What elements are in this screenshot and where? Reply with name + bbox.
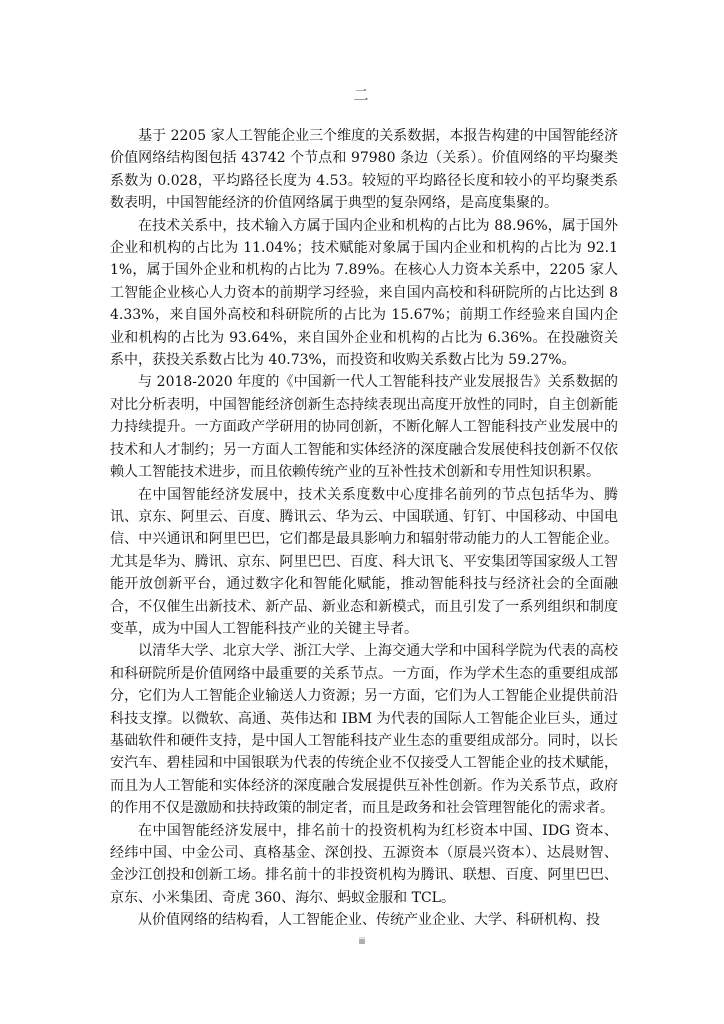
paragraph-network-structure: 从价值网络的结构看，人工智能企业、传统产业企业、大学、科研机构、投: [138, 912, 600, 929]
paragraph-comparison: 与 2018-2020 年度的《中国新一代人工智能科技产业发展报告》关系数据的对比分析表明，中国智能经济创新生态持续表现出高度开放性的同时，自主创新能力持续提升。一方面政产学研用的协同创新，不断化解人工智能科技产业发展中的技术和人才制约；另一方面人工智能和实体经济的深度融合发展使科技创新不仅依赖人工智能技术进步，而且依赖传统产业的互补性技术创新和专用性知识积累。: [110, 374, 618, 481]
paragraph-leading-companies: 在中国智能经济发展中，技术关系度数中心度排名前列的节点包括华为、腾讯、京东、阿里云、百度、腾讯云、华为云、中国联通、钉钉、中国移动、中国电信、中兴通讯和阿里巴巴，它们都是最具影响力和辐射带动能力的人工智能企业。尤其是华为、腾讯、京东、阿里巴巴、百度、科大讯飞、平安集团等国家级人工智能开放创新平台，通过数字化和智能化赋能，推动智能科技与经济社会的全面融合，不仅催生出新技术、新产品、新业态和新模式，而且引发了一系列组织和制度变革，成为中国人工智能科技产业的关键主导者。: [110, 486, 618, 637]
section-marker: 二: [353, 86, 371, 104]
paragraph-network-overview: 基于 2205 家人工智能企业三个维度的关系数据，本报告构建的中国智能经济价值网络结构图包括 43742 个节点和 97980 条边（关系）。价值网络的平均聚类系数为 0.028，平均路径长度为 4.53。较短的平均路径长度和较小的平均聚类系数表明，中国智能经济的价值网络属于典型的复杂网络，是高度集聚的。: [110, 128, 618, 212]
paragraph-universities: 以清华大学、北京大学、浙江大学、上海交通大学和中国科学院为代表的高校和科研院所是价值网络中最重要的关系节点。一方面，作为学术生态的重要组成部分，它们为人工智能企业输送人力资源；另一方面，它们为人工智能企业提供前沿科技支撑。以微软、高通、英伟达和 IBM 为代表的国际人工智能企业巨头，通过基础软件和硬件支持，是中国人工智能科技产业生态的重要组成部分。同时，以长安汽车、碧桂园和中国银联为代表的传统企业不仅接受人工智能企业的技术赋能，而且为人工智能和实体经济的深度融合发展提供互补性创新。作为关系节点，政府的作用不仅是激励和扶持政策的制定者，而且是政务和社会管理智能化的需求者。: [110, 643, 618, 817]
paragraph-investors: 在中国智能经济发展中，排名前十的投资机构为红杉资本中国、IDG 资本、经纬中国、中金公司、真格基金、深创投、五源资本（原晨兴资本）、达晨财智、金沙江创投和创新工场。排名前十的非投资机构为腾讯、联想、百度、阿里巴巴、京东、小米集团、奇虎 360、海尔、蚂蚁金服和 TCL。: [110, 822, 618, 906]
body-text: [110, 125, 618, 932]
paragraph-relationship-shares: 在技术关系中，技术输入方属于国内企业和机构的占比为 88.96%，属于国外企业和机构的占比为 11.04%；技术赋能对象属于国内企业和机构的占比为 92.11%，属于国外企业和机构的占比为 7.89%。在核心人力资本关系中，2205 家人工智能企业核心人力资本的前期学习经验，来自国内高校和科研院所的占比达到 84.33%，来自国外高校和科研院所的占比为 15.67%；前期工作经验来自国内企业和机构的占比为 93.64%，来自国外企业和机构的占比为 6.36%。在投融资关系中，获投关系数占比为 40.73%，而投资和收购关系数占比为 59.27%。: [110, 217, 618, 369]
page-number: iii: [359, 936, 365, 946]
